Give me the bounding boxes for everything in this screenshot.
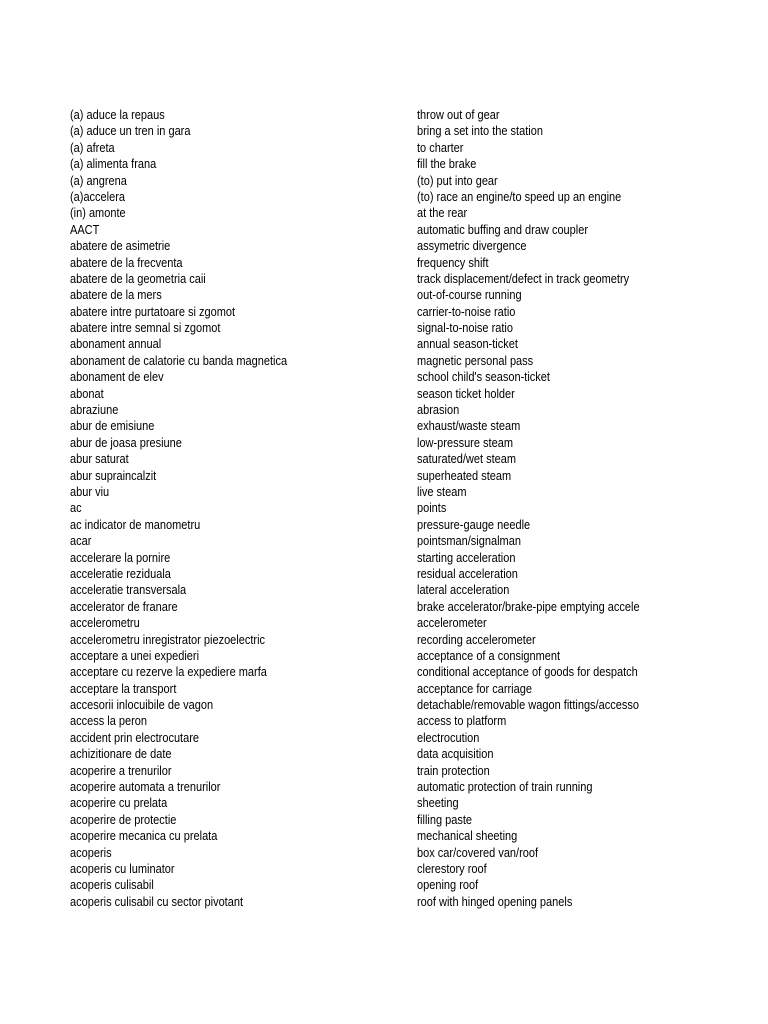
romanian-term: accesorii inlocuibile de vagon (70, 698, 214, 713)
english-term: out-of-course running (417, 288, 522, 303)
glossary-row (0, 468, 768, 484)
romanian-term: abatere de la frecventa (70, 255, 183, 270)
english-term: abrasion (417, 403, 460, 418)
english-term: season ticket holder (417, 386, 515, 401)
english-term: annual season-ticket (417, 337, 518, 352)
romanian-term: abonament annual (70, 337, 162, 352)
romanian-term: accelerator de franare (70, 599, 178, 614)
glossary-row (0, 517, 768, 533)
english-term: automatic buffing and draw coupler (417, 222, 589, 237)
english-term: assymetric divergence (417, 239, 527, 254)
english-term: fill the brake (417, 157, 477, 172)
romanian-term: acoperire automata a trenurilor (70, 780, 221, 795)
romanian-term: acoperire cu prelata (70, 796, 168, 811)
glossary-row (0, 599, 768, 615)
glossary-row (0, 140, 768, 156)
romanian-term: access la peron (70, 714, 148, 729)
english-term: throw out of gear (417, 108, 500, 122)
glossary-row (0, 779, 768, 795)
glossary-table (0, 107, 768, 910)
romanian-term: acoperis cu luminator (70, 861, 175, 876)
english-term: saturated/wet steam (417, 452, 517, 467)
romanian-term: (a) angrena (70, 173, 127, 188)
glossary-row (0, 418, 768, 434)
english-term: (to) race an engine/to speed up an engine (417, 189, 622, 204)
english-term: pressure-gauge needle (417, 517, 531, 532)
glossary-row (0, 894, 768, 910)
english-term: starting acceleration (417, 550, 516, 565)
glossary-row (0, 730, 768, 746)
romanian-term: (a) afreta (70, 140, 115, 155)
english-term: residual acceleration (417, 566, 518, 581)
glossary-row (0, 550, 768, 566)
romanian-term: ac (70, 501, 82, 516)
romanian-term: abraziune (70, 403, 119, 418)
english-term: frequency shift (417, 255, 489, 270)
romanian-term: acceptare a unei expedieri (70, 648, 200, 663)
english-term: clerestory roof (417, 861, 487, 876)
romanian-term: abur viu (70, 484, 110, 499)
glossary-row (0, 845, 768, 861)
romanian-term: acar (70, 534, 92, 549)
english-term: exhaust/waste steam (417, 419, 521, 434)
romanian-term: accelerometru inregistrator piezoelectric (70, 632, 266, 647)
glossary-row (0, 648, 768, 664)
romanian-term: (a) aduce un tren in gara (70, 124, 191, 139)
glossary-row (0, 861, 768, 877)
glossary-row (0, 763, 768, 779)
romanian-term: acceleratie reziduala (70, 566, 171, 581)
glossary-row (0, 205, 768, 221)
english-term: opening roof (417, 878, 479, 893)
glossary-row (0, 336, 768, 352)
glossary-row (0, 123, 768, 139)
romanian-term: (in) amonte (70, 206, 126, 221)
english-term: magnetic personal pass (417, 353, 534, 368)
english-term: electrocution (417, 730, 480, 745)
romanian-term: abonat (70, 386, 104, 401)
glossary-row (0, 500, 768, 516)
romanian-term: acoperis (70, 845, 112, 860)
romanian-term: accelerare la pornire (70, 550, 171, 565)
glossary-row (0, 582, 768, 598)
english-term: data acquisition (417, 747, 494, 762)
romanian-term: acoperis culisabil cu sector pivotant (70, 894, 244, 909)
english-term: accelerometer (417, 616, 487, 631)
english-term: train protection (417, 763, 490, 778)
romanian-term: achizitionare de date (70, 747, 172, 762)
glossary-row (0, 484, 768, 500)
glossary-row (0, 156, 768, 172)
romanian-term: acceleratie transversala (70, 583, 187, 598)
english-term: at the rear (417, 206, 468, 221)
english-term: brake accelerator/brake-pipe emptying accele (417, 599, 640, 614)
glossary-row (0, 287, 768, 303)
romanian-term: acoperire a trenurilor (70, 763, 172, 778)
romanian-term: abonament de calatorie cu banda magnetica (70, 353, 288, 368)
english-term: live steam (417, 484, 467, 499)
glossary-row (0, 713, 768, 729)
english-term: low-pressure steam (417, 435, 513, 450)
english-term: track displacement/defect in track geometry (417, 271, 630, 286)
glossary-row (0, 189, 768, 205)
romanian-term: acoperire mecanica cu prelata (70, 829, 218, 844)
romanian-term: AACT (70, 222, 100, 237)
romanian-term: abatere intre purtatoare si zgomot (70, 304, 236, 319)
english-term: lateral acceleration (417, 583, 510, 598)
glossary-row (0, 615, 768, 631)
glossary-row (0, 222, 768, 238)
romanian-term: (a)accelera (70, 189, 126, 204)
english-term: access to platform (417, 714, 507, 729)
glossary-row (0, 386, 768, 402)
english-term: conditional acceptance of goods for despatch (417, 665, 638, 680)
romanian-term: abatere de la geometria caii (70, 271, 206, 286)
romanian-term: abatere de la mers (70, 288, 162, 303)
english-term: bring a set into the station (417, 124, 543, 139)
glossary-row (0, 320, 768, 336)
glossary-row (0, 664, 768, 680)
english-term: recording accelerometer (417, 632, 536, 647)
glossary-row (0, 451, 768, 467)
glossary-row (0, 255, 768, 271)
glossary-row (0, 353, 768, 369)
english-term: automatic protection of train running (417, 780, 593, 795)
romanian-term: acoperis culisabil (70, 878, 154, 893)
english-term: mechanical sheeting (417, 829, 518, 844)
english-term: points (417, 501, 447, 516)
english-term: to charter (417, 140, 464, 155)
romanian-term: abur supraincalzit (70, 468, 157, 483)
english-term: acceptance of a consignment (417, 648, 561, 663)
glossary-row (0, 828, 768, 844)
glossary-row (0, 369, 768, 385)
english-term: filling paste (417, 812, 473, 827)
glossary-row (0, 632, 768, 648)
glossary-row (0, 107, 768, 123)
glossary-row (0, 697, 768, 713)
romanian-term: acceptare la transport (70, 681, 177, 696)
english-term: detachable/removable wagon fittings/accesso (417, 698, 639, 713)
english-term: roof with hinged opening panels (417, 894, 573, 909)
english-term: school child's season-ticket (417, 370, 550, 385)
glossary-row (0, 435, 768, 451)
romanian-term: abonament de elev (70, 370, 164, 385)
english-term: signal-to-noise ratio (417, 321, 514, 336)
english-term: acceptance for carriage (417, 681, 532, 696)
glossary-row (0, 566, 768, 582)
glossary-row (0, 877, 768, 893)
romanian-term: abur saturat (70, 452, 129, 467)
glossary-row (0, 238, 768, 254)
romanian-term: abur de joasa presiune (70, 435, 182, 450)
glossary-row (0, 533, 768, 549)
glossary-row (0, 402, 768, 418)
romanian-term: acoperire de protectie (70, 812, 177, 827)
romanian-term: accelerometru (70, 616, 140, 631)
romanian-term: abatere intre semnal si zgomot (70, 321, 221, 336)
romanian-term: (a) aduce la repaus (70, 108, 165, 122)
romanian-term: abatere de asimetrie (70, 239, 171, 254)
glossary-row (0, 681, 768, 697)
english-term: sheeting (417, 796, 459, 811)
romanian-term: ac indicator de manometru (70, 517, 201, 532)
glossary-row (0, 271, 768, 287)
english-term: pointsman/signalman (417, 534, 521, 549)
glossary-row (0, 795, 768, 811)
glossary-row (0, 173, 768, 189)
english-term: (to) put into gear (417, 173, 498, 188)
english-term: carrier-to-noise ratio (417, 304, 516, 319)
glossary-row (0, 746, 768, 762)
glossary-row (0, 304, 768, 320)
english-term: box car/covered van/roof (417, 845, 539, 860)
romanian-term: (a) alimenta frana (70, 157, 157, 172)
english-term: superheated steam (417, 468, 512, 483)
glossary-row (0, 812, 768, 828)
romanian-term: abur de emisiune (70, 419, 155, 434)
romanian-term: acceptare cu rezerve la expediere marfa (70, 665, 267, 680)
romanian-term: accident prin electrocutare (70, 730, 200, 745)
